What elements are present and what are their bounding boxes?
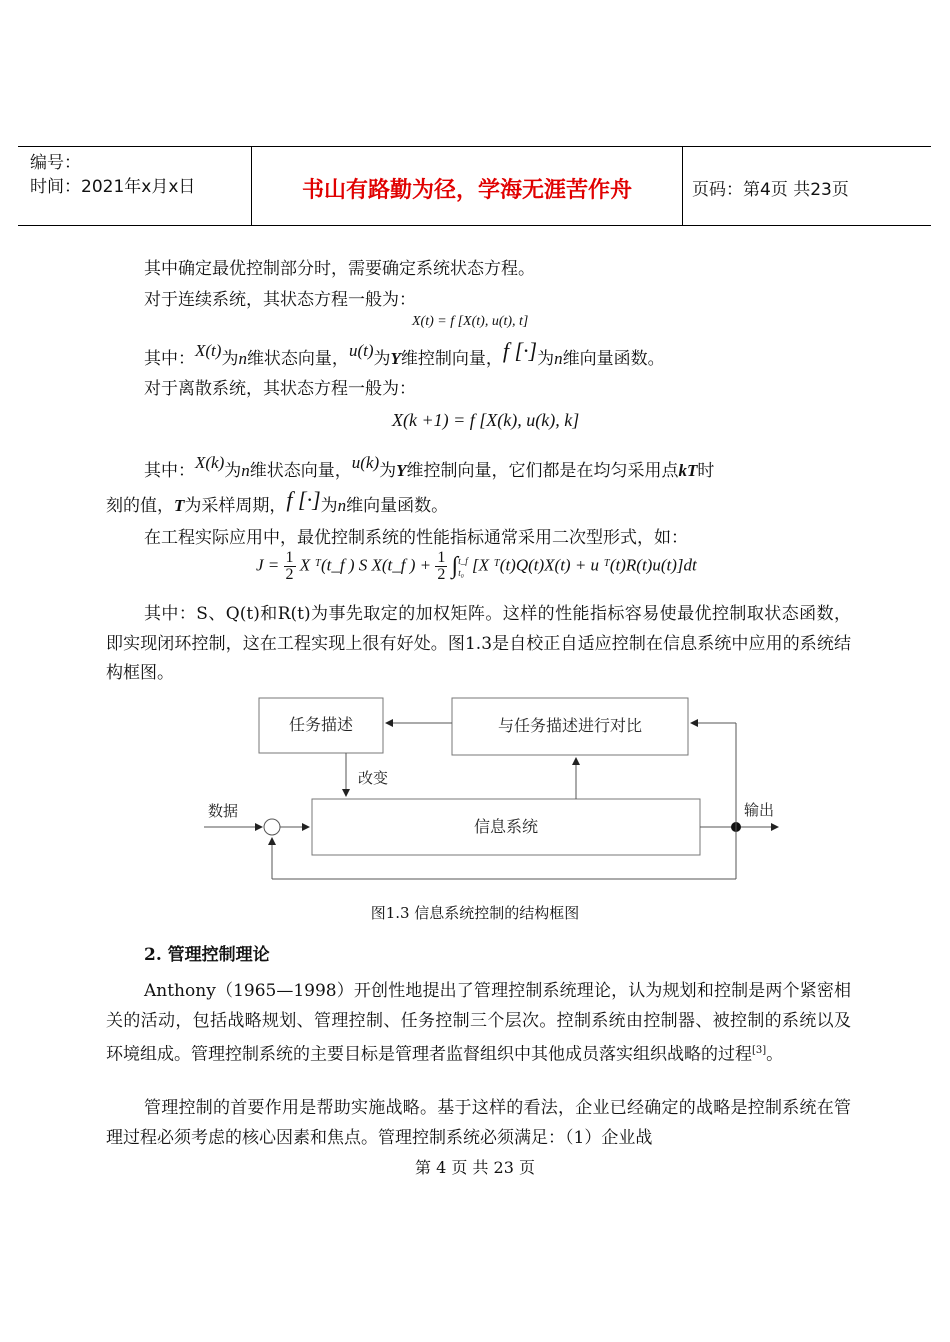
body-line: 在工程实际应用中，最优控制系统的性能指标通常采用二次型形式，如： <box>144 528 688 548</box>
body-line: 其中：X(t)为n维状态向量，u(t)为Y维控制向量，f [·]为n维向量函数。 <box>144 338 665 369</box>
header-page-info: 页码：第4页 共23页 <box>692 180 849 200</box>
change-label: 改变 <box>358 769 389 787</box>
data-label: 数据 <box>208 802 239 820</box>
paragraph: 管理控制的首要作用是帮助实施战略。基于这样的看法，企业已经确定的战略是控制系统在管理过程必须考虑的核心因素和焦点。管理控制系统必须满足：（1）企业战 <box>106 1098 851 1148</box>
figure-caption: 图1.3 信息系统控制的结构框图 <box>370 904 580 922</box>
page-footer: 第 4 页 共 23 页 <box>415 1158 535 1177</box>
section-heading: 2. 管理控制理论 <box>144 945 270 965</box>
paragraph: Anthony（1965—1998）开创性地提出了管理控制系统理论，认为规划和控制是两个紧密相关的活动，包括战略规划、管理控制、任务控制三个层次。控制系统由控制器、被控制的系统以及环境组成。管理控制系统的主要目标是管理者监督组织中其他成员落实组织战略的过程[3]。 <box>106 981 851 1065</box>
equation-continuous: X(t) = f [X(t), u(t), t] <box>412 314 529 329</box>
body-line: 刻的值，T为采样周期，f [·]为n维向量函数。 <box>106 487 449 516</box>
equation-discrete: X(k +1) = f [X(k), u(k), k] <box>392 410 580 430</box>
body-line: 其中确定最优控制部分时，需要确定系统状态方程。 <box>144 259 535 279</box>
number-label: 编号： <box>30 153 81 173</box>
equation-performance-index: J = $\frac{1}{2}$ X ᵀ(t_f ) S X(t_f ) + $\frac{1}{2}$ ∫ t_f t₀ [X ᵀ(t)Q(t)X(t) + u ᵀ(t)R(t)u(t)]dt <box>256 549 697 583</box>
header-motto: 书山有路勤为径，学海无涯苦作舟 <box>301 178 632 203</box>
compare-label: 与任务描述进行对比 <box>497 716 643 735</box>
summing-junction <box>264 819 280 835</box>
header-divider <box>682 147 683 225</box>
task-description-label: 任务描述 <box>288 715 354 734</box>
system-block-diagram <box>196 693 786 888</box>
info-system-label: 信息系统 <box>473 817 539 836</box>
paragraph: 其中：S、Q(t)和R(t)为事先取定的加权矩阵。这样的性能指标容易使最优控制取状态函数，即实现闭环控制，这在工程实现上很有好处。图1.3是自校正自适应控制在信息系统中应用的系统结构框图。 <box>106 604 851 683</box>
header-meta <box>30 151 195 199</box>
time-label: 时间：2021年x月x日 <box>30 177 196 197</box>
body-line: 对于离散系统，其状态方程一般为： <box>144 379 416 399</box>
body-line: 对于连续系统，其状态方程一般为： <box>144 290 416 310</box>
body-line: 其中：X(k)为n维状态向量，u(k)为Y维控制向量，它们都是在均匀采用点kT时 <box>144 453 715 481</box>
output-label: 输出 <box>744 801 775 819</box>
document-header <box>18 146 931 226</box>
